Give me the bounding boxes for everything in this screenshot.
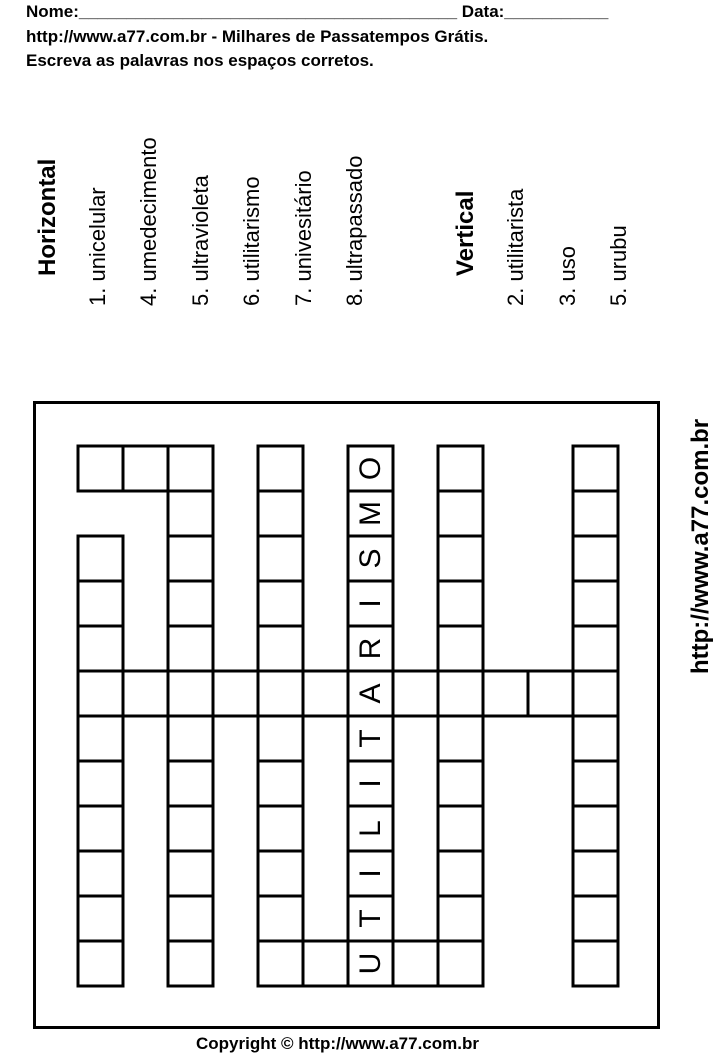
grid-cell[interactable] [168,806,213,851]
grid-cell[interactable] [483,671,528,716]
grid-cell[interactable] [258,446,303,491]
grid-cell[interactable] [258,491,303,536]
horizontal-clue-8: 8. ultrapassado [342,155,367,306]
grid-cell[interactable] [78,581,123,626]
grid-cell[interactable] [393,671,438,716]
vertical-clue-3: 3. uso [555,246,580,306]
grid-cell[interactable] [168,941,213,986]
grid-cell[interactable] [573,806,618,851]
grid-cell[interactable] [573,761,618,806]
grid-cell[interactable] [78,896,123,941]
grid-cell[interactable] [573,491,618,536]
grid-cell[interactable] [258,716,303,761]
solved-letter: U [354,952,387,975]
grid-cell[interactable] [573,581,618,626]
grid-cell[interactable] [573,671,618,716]
grid-cell[interactable] [258,941,303,986]
name-date-line[interactable]: Nome:________________________________________ Data:___________ [26,2,609,21]
solved-letter: M [354,501,387,526]
grid-cell[interactable] [168,491,213,536]
horizontal-clue-7: 7. univesitário [291,170,316,306]
grid-cell[interactable] [303,671,348,716]
grid-cell[interactable] [573,446,618,491]
grid-cell[interactable] [573,851,618,896]
grid-cell[interactable] [438,671,483,716]
grid-cell[interactable] [438,851,483,896]
grid-cell[interactable] [438,446,483,491]
site-line[interactable]: http://www.a77.com.br - Milhares de Passatempos Grátis. [26,27,489,46]
solved-letter: I [354,869,387,878]
grid-cell[interactable] [258,581,303,626]
grid-cell[interactable] [438,761,483,806]
grid-cell[interactable] [258,626,303,671]
grid-cell[interactable] [438,941,483,986]
grid-cell[interactable] [573,716,618,761]
solved-letter: O [354,456,387,481]
solved-letter: S [354,548,387,569]
grid-cell[interactable] [438,806,483,851]
horizontal-title: Horizontal [34,158,61,276]
horizontal-clue-5: 5. ultravioleta [188,175,213,306]
grid-cell[interactable] [258,671,303,716]
grid-cell[interactable] [213,671,258,716]
grid-cell[interactable] [78,851,123,896]
grid-cell[interactable] [168,626,213,671]
horizontal-clue-1: 1. unicelular [85,187,110,306]
grid-cell[interactable] [438,896,483,941]
grid-cell[interactable] [78,536,123,581]
grid-cell[interactable] [258,851,303,896]
grid-cell[interactable] [438,716,483,761]
grid-cell[interactable] [78,671,123,716]
solved-letter: I [354,779,387,788]
grid-cell[interactable] [573,626,618,671]
grid-cell[interactable] [168,536,213,581]
solved-letter: I [354,599,387,608]
grid-cell[interactable] [168,581,213,626]
solved-letter: T [354,909,387,928]
grid-cell[interactable] [258,806,303,851]
copyright-footer: Copyright © http://www.a77.com.br [196,1034,479,1053]
horizontal-clue-6: 6. utilitarismo [239,176,264,306]
vertical-title: Vertical [452,190,479,276]
grid-cell[interactable] [168,671,213,716]
grid-cell[interactable] [168,761,213,806]
solved-letter: T [354,729,387,748]
solved-letter: R [354,637,387,660]
grid-cell[interactable] [78,806,123,851]
vertical-clue-2: 2. utilitarista [503,188,528,306]
grid-cell[interactable] [573,896,618,941]
grid-cell[interactable] [168,896,213,941]
instruction-text: Escreva as palavras nos espaços corretos. [26,51,374,70]
grid-cell[interactable] [123,446,168,491]
grid-cell[interactable] [123,671,168,716]
grid-cell[interactable] [528,671,573,716]
grid-cell[interactable] [168,716,213,761]
grid-cell[interactable] [168,446,213,491]
grid-cell[interactable] [438,491,483,536]
grid-cell[interactable] [78,626,123,671]
grid-cell[interactable] [258,896,303,941]
grid-cell[interactable] [78,446,123,491]
grid-cell[interactable] [258,761,303,806]
grid-cell[interactable] [168,851,213,896]
horizontal-clue-4: 4. umedecimento [136,137,161,306]
grid-cell[interactable] [78,761,123,806]
grid-cell[interactable] [573,941,618,986]
grid-cell[interactable] [393,941,438,986]
grid-cell[interactable] [78,941,123,986]
solved-letter: L [354,820,387,837]
solved-letter: A [354,683,387,704]
vertical-clue-5: 5. urubu [606,225,631,306]
side-url[interactable]: http://www.a77.com.br [687,418,714,674]
grid-cell[interactable] [258,536,303,581]
grid-cell[interactable] [438,536,483,581]
grid-cell[interactable] [573,536,618,581]
grid-cell[interactable] [303,941,348,986]
grid-cell[interactable] [78,716,123,761]
grid-cell[interactable] [438,626,483,671]
grid-cell[interactable] [438,581,483,626]
